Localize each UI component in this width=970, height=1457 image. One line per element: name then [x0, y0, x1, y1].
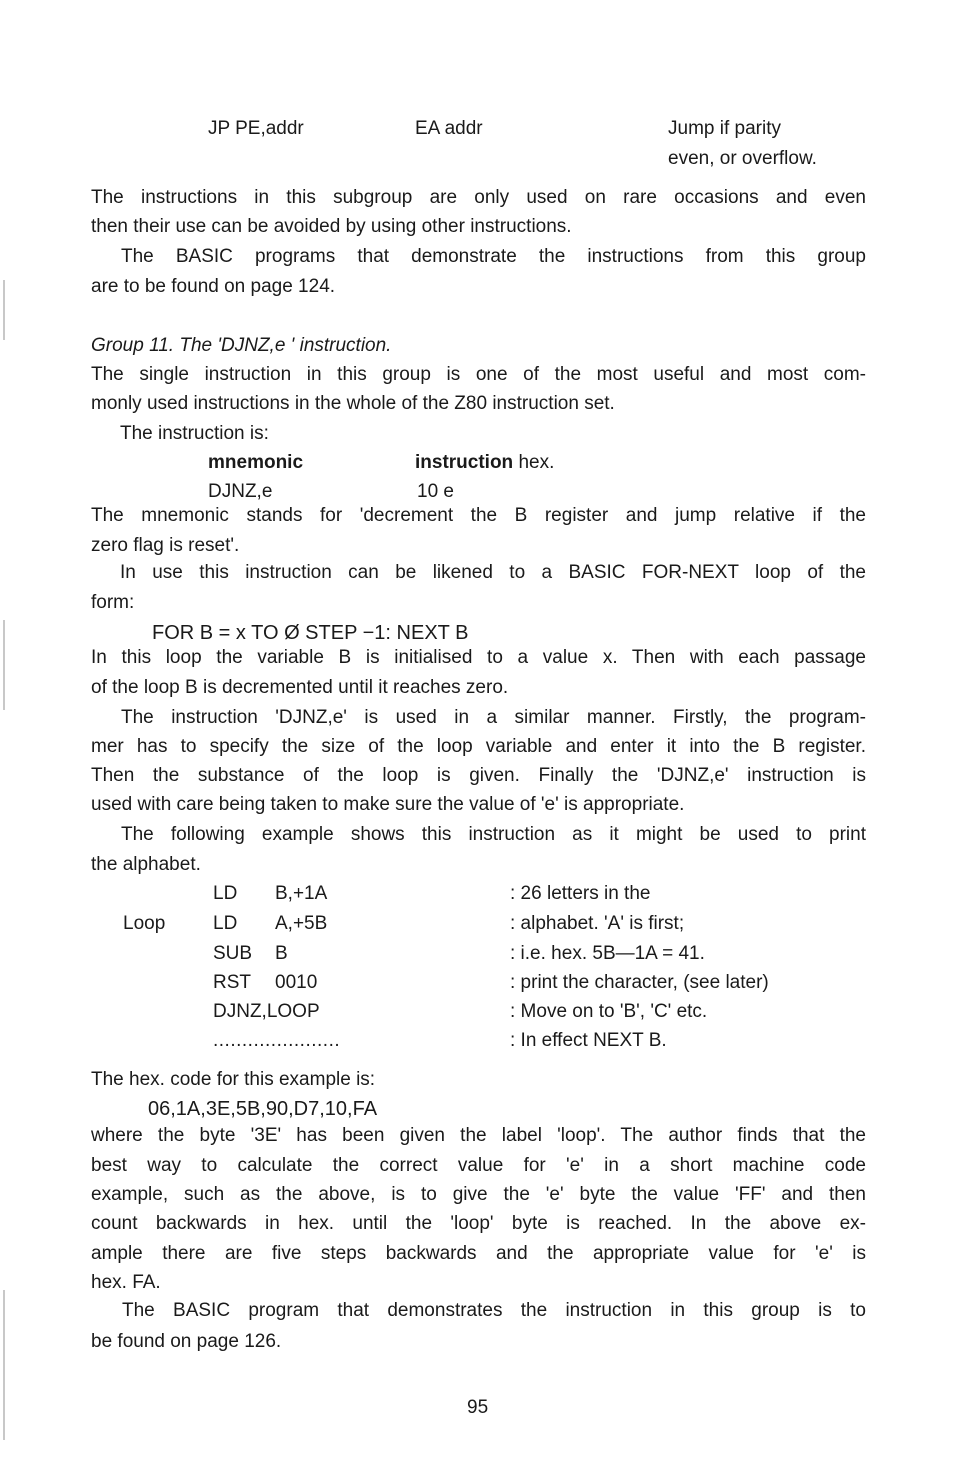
para3-line3: The instruction is: [120, 423, 269, 444]
para9-line2: where the byte '3E' has been given the label 'loop'. The author finds that the [91, 1125, 866, 1146]
listing-comment: : 26 letters in the [510, 883, 651, 904]
table-row-hex: 10 e [417, 481, 454, 502]
top-mnemonic: JP PE,addr [208, 118, 304, 139]
para9-line1: The hex. code for this example is: [91, 1069, 376, 1090]
listing-comment: : print the character, (see later) [510, 972, 769, 993]
para3-line2: monly used instructions in the whole of the Z80 instruction set. [91, 393, 615, 414]
para4-line1: The mnemonic stands for 'decrement the B register and jump relative if the [91, 505, 866, 526]
top-description-line2: even, or overflow. [668, 148, 817, 169]
para3-line1: The single instruction in this group is one of the most useful and most com- [91, 364, 866, 385]
para7-line4: used with care being taken to make sure the value of 'e' is appropriate. [91, 794, 685, 815]
listing-operand: A,+5B [275, 913, 328, 934]
para6-line1: In this loop the variable B is initialised to a value x. Then with each passage [91, 647, 866, 668]
para4-line2: zero flag is reset'. [91, 535, 240, 556]
para5-line1: In use this instruction can be likened to a BASIC FOR-NEXT loop of the [120, 562, 866, 583]
listing-opcode: DJNZ,LOOP [213, 1001, 320, 1022]
para8-line2: the alphabet. [91, 854, 201, 875]
listing-comment: : In effect NEXT B. [510, 1030, 667, 1051]
para2-line2: are to be found on page 124. [91, 276, 336, 297]
top-description-line1: Jump if parity [668, 118, 781, 139]
para1-line2: then their use can be avoided by using other instructions. [91, 216, 572, 237]
listing-operand: B [275, 943, 288, 964]
para7-line3: Then the substance of the loop is given. Finally the 'DJNZ,e' instruction is [91, 765, 866, 786]
para6-line2: of the loop B is decremented until it reaches zero. [91, 677, 509, 698]
scan-edge-mark [3, 280, 5, 340]
para9-line5: count backwards in hex. until the 'loop' byte is reached. In the above ex- [91, 1213, 866, 1234]
para10-line2: be found on page 126. [91, 1331, 282, 1352]
scan-edge-mark [3, 1290, 5, 1440]
listing-opcode: RST [213, 972, 251, 993]
listing-opcode: LD [213, 913, 238, 934]
listing-opcode: ...................... [213, 1030, 341, 1051]
listing-opcode: LD [213, 883, 238, 904]
listing-opcode: SUB [213, 943, 253, 964]
table-header-instruction-rest: hex. [513, 452, 555, 473]
para1-line1: The instructions in this subgroup are only used on rare occasions and even [91, 187, 866, 208]
listing-comment: : Move on to 'B', 'C' etc. [510, 1001, 708, 1022]
para8-line1: The following example shows this instruction as it might be used to print [121, 824, 866, 845]
para10-line1: The BASIC program that demonstrates the instruction in this group is to [122, 1300, 866, 1321]
section-heading: Group 11. The 'DJNZ,e ' instruction. [91, 335, 392, 356]
top-opcode: EA addr [415, 118, 483, 139]
for-next-code: FOR B = x TO Ø STEP −1: NEXT B [152, 622, 469, 644]
listing-operand: B,+1A [275, 883, 328, 904]
scan-edge-mark [3, 620, 5, 710]
para7-line1: The instruction 'DJNZ,e' is used in a similar manner. Firstly, the program- [121, 707, 866, 728]
table-header-instruction [415, 452, 554, 474]
para9-line6: ample there are five steps backwards and the appropriate value for 'e' is [91, 1243, 866, 1264]
para5-line2: form: [91, 592, 135, 613]
table-header-instruction-bold: instruction [415, 452, 514, 473]
hex-code: 06,1A,3E,5B,90,D7,10,FA [148, 1098, 378, 1120]
table-row-mnemonic: DJNZ,e [208, 481, 273, 502]
listing-label: Loop [123, 913, 166, 934]
para9-line3: best way to calculate the correct value for 'e' in a short machine code [91, 1155, 866, 1176]
para7-line2: mer has to specify the size of the loop variable and enter it into the B register. [91, 736, 866, 757]
para9-line4: example, such as the above, is to give the 'e' byte the value 'FF' and then [91, 1184, 866, 1205]
listing-comment: : alphabet. 'A' is first; [510, 913, 685, 934]
table-header-mnemonic: mnemonic [208, 452, 304, 473]
page-number: 95 [467, 1397, 489, 1418]
para9-line7: hex. FA. [91, 1272, 161, 1293]
listing-comment: : i.e. hex. 5B—1A = 41. [510, 943, 705, 964]
listing-operand: 0010 [275, 972, 318, 993]
para2-line1: The BASIC programs that demonstrate the instructions from this group [121, 246, 866, 267]
